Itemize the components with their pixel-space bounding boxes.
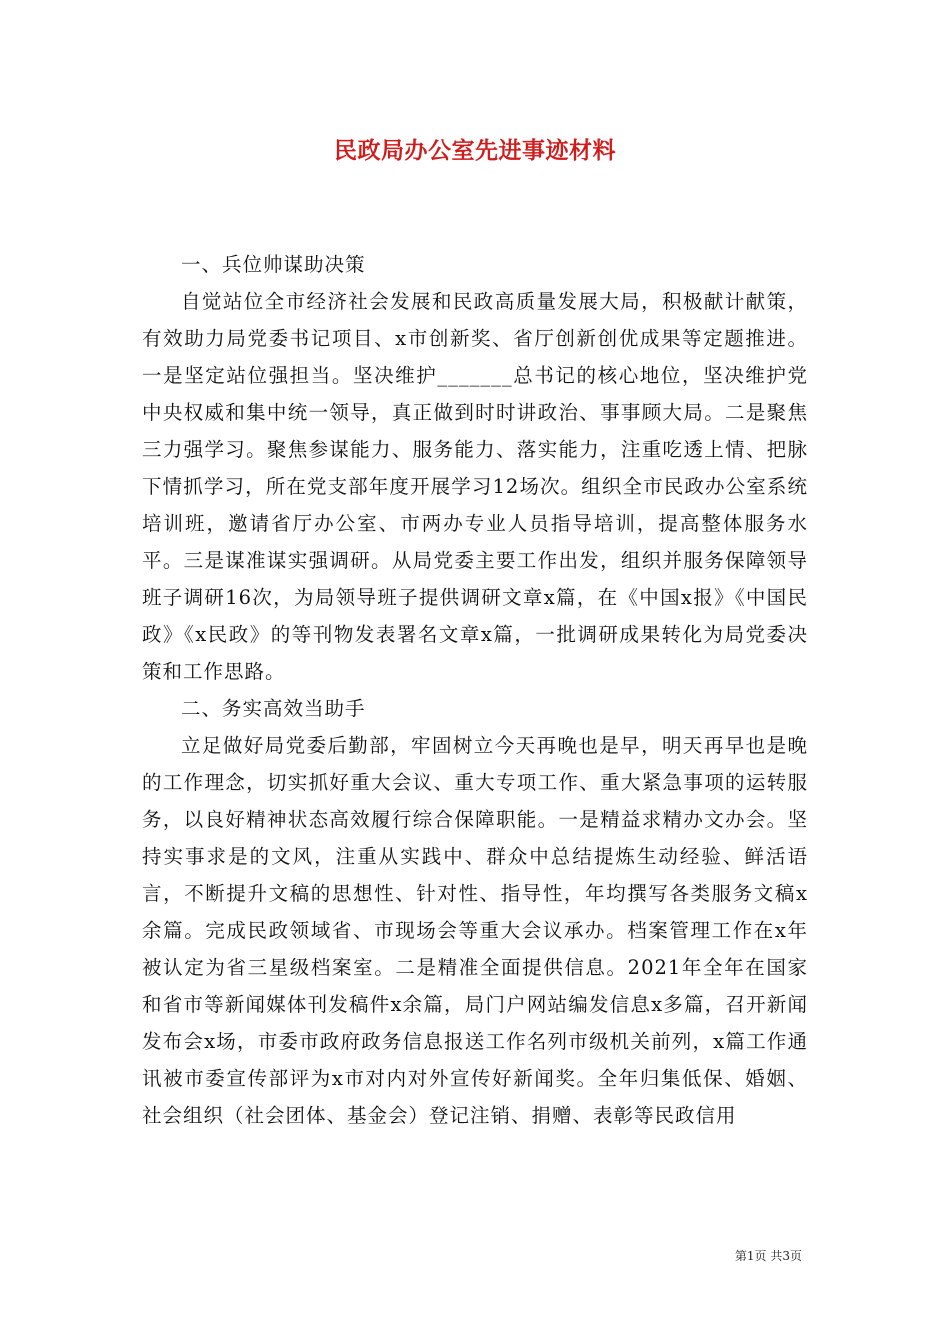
body-paragraph-2: 立足做好局党委后勤部，牢固树立今天再晚也是早，明天再早也是晚的工作理念，切实抓好重大会议、重大专项工作、重大紧急事项的运转服务，以良好精神状态高效履行综合保障职能。一是精益求精办文办会。坚持实事求是的文风，注重从实践中、群众中总结提炼生动经验、鲜活语言，不断提升文稿的思想性、针对性、指导性，年均撰写各类服务文稿x余篇。完成民政领域省、市现场会等重大会议承办。档案管理工作在x年被认定为省三星级档案室。二是精准全面提供信息。2021年全年在国家和省市等新闻媒体刊发稿件x余篇，局门户网站编发信息x多篇，召开新闻发布会x场，市委市政府政务信息报送工作名列市级机关前列，x篇工作通讯被市委宣传部评为x市对内对外宣传好新闻奖。全年归集低保、婚姻、社会组织（社会团体、基金会）登记注销、捐赠、表彰等民政信用 (142, 734, 808, 1127)
document-body (142, 246, 808, 1134)
page-number-footer: 第1页 共3页 (734, 1249, 802, 1263)
section-heading-2: 二、务实高效当助手 (181, 697, 366, 720)
section-heading-1: 一、兵位帅谋助决策 (181, 253, 366, 276)
body-paragraph-1: 自觉站位全市经济社会发展和民政高质量发展大局，积极献计献策，有效助力局党委书记项目、x市创新奖、省厅创新创优成果等定题推进。一是坚定站位强担当。坚决维护_______总书记的核心地位，坚决维护党中央权威和集中统一领导，真正做到时时讲政治、事事顾大局。二是聚焦三力强学习。聚焦参谋能力、服务能力、落实能力，注重吃透上情、把脉下情抓学习，所在党支部年度开展学习12场次。组织全市民政办公室系统培训班，邀请省厅办公室、市两办专业人员指导培训，提高整体服务水平。三是谋准谋实强调研。从局党委主要工作出发，组织并服务保障领导班子调研16次，为局领导班子提供调研文章x篇，在《中国x报》《中国民政》《x民政》的等刊物发表署名文章x篇，一批调研成果转化为局党委决策和工作思路。 (142, 290, 808, 683)
document-title: 民政局办公室先进事迹材料 (334, 137, 616, 164)
